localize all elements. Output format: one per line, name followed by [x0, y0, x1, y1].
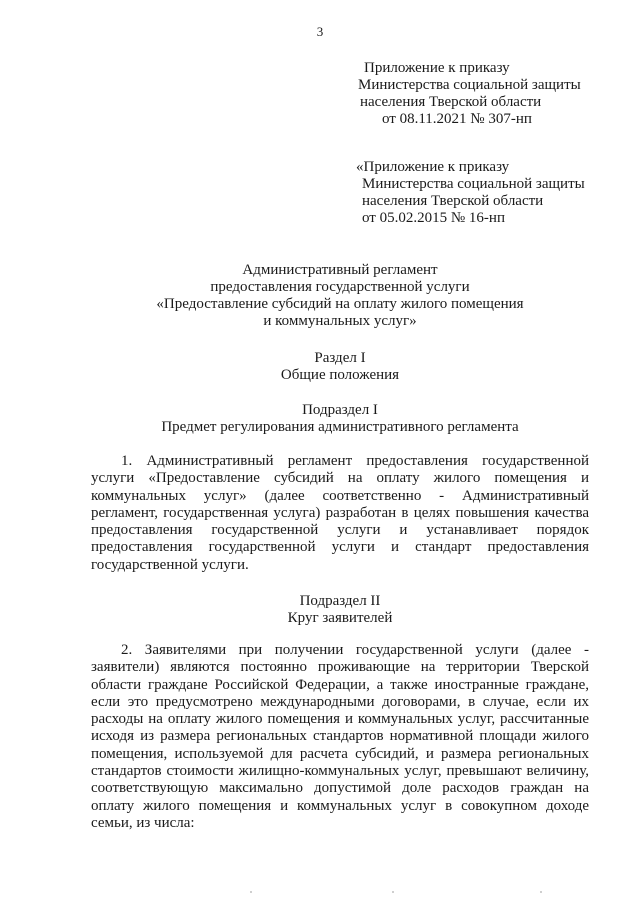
- document-title: [80, 262, 600, 330]
- subsection-1-number: Подраздел I: [302, 402, 378, 418]
- approval-current-line-2: Министерства социальной защиты: [358, 77, 581, 93]
- paragraph-2-text: 2. Заявителями при получении государственной услуги (далее - заявители) являются постоянно проживающие на территории Тверской области граждане Российской Федерации, а также иностранные граждане, если это предусмотрено международными договорами, в случае, если их расходы на оплату жилого помещения и коммунальных услуг, рассчитанные исходя из размера региональных стандартов нормативной площади жилого помещения, используемой для расчета субсидий, и размера региональных стандартов стоимости жилищно-коммунальных услуг, превышают величину, соответствующую максимально допустимой доле расходов граждан на оплату жилого помещения и коммунальных услуг в совокупном доходе семьи, из числа:: [91, 642, 589, 831]
- section-heading: [80, 350, 600, 384]
- subsection-1-heading: [80, 402, 600, 436]
- scan-artifacts: [0, 891, 640, 895]
- subsection-2-number: Подраздел II: [299, 593, 381, 609]
- approval-stamp-previous: [356, 159, 616, 227]
- approval-current-line-3: населения Тверской области: [360, 94, 542, 110]
- section-name: Общие положения: [280, 367, 400, 383]
- paragraph-1-text: 1. Административный регламент предоставления государственной услуги «Предоставление субсидий на оплату жилого помещения и коммунальных услуг» (далее соответственно - Административный регламент, государственная услуга) разработан в целях повышения качества предоставления государственной услуги и устанавливает порядок предоставления государственной услуги и стандарт предоставления государственной услуги.: [91, 453, 589, 573]
- approval-previous-line-4: от 05.02.2015 № 16-нп: [362, 210, 505, 226]
- approval-previous-line-3: населения Тверской области: [362, 193, 544, 209]
- title-line-1: Административный регламент: [242, 262, 438, 278]
- paragraph-1: [91, 453, 589, 574]
- approval-stamp-current: [356, 60, 616, 128]
- subsection-1-name: Предмет регулирования административного регламента: [161, 419, 519, 435]
- approval-current-line-1: Приложение к приказу: [364, 60, 510, 76]
- title-line-2: предоставления государственной услуги: [210, 279, 470, 295]
- scan-dot: [540, 891, 542, 893]
- title-line-3: «Предоставление субсидий на оплату жилого помещения: [156, 296, 524, 312]
- scan-dot: [392, 891, 394, 893]
- subsection-2-heading: [80, 593, 600, 627]
- approval-previous-line-2: Министерства социальной защиты: [362, 176, 585, 192]
- scan-dot: [250, 891, 252, 893]
- title-line-4: и коммунальных услуг»: [263, 313, 417, 329]
- approval-current-line-4: от 08.11.2021 № 307-нп: [382, 111, 532, 127]
- paragraph-2: [91, 642, 589, 832]
- approval-previous-line-1: «Приложение к приказу: [356, 159, 510, 175]
- section-number: Раздел I: [314, 350, 366, 366]
- subsection-2-name: Круг заявителей: [287, 610, 393, 626]
- page-number: 3: [316, 24, 324, 39]
